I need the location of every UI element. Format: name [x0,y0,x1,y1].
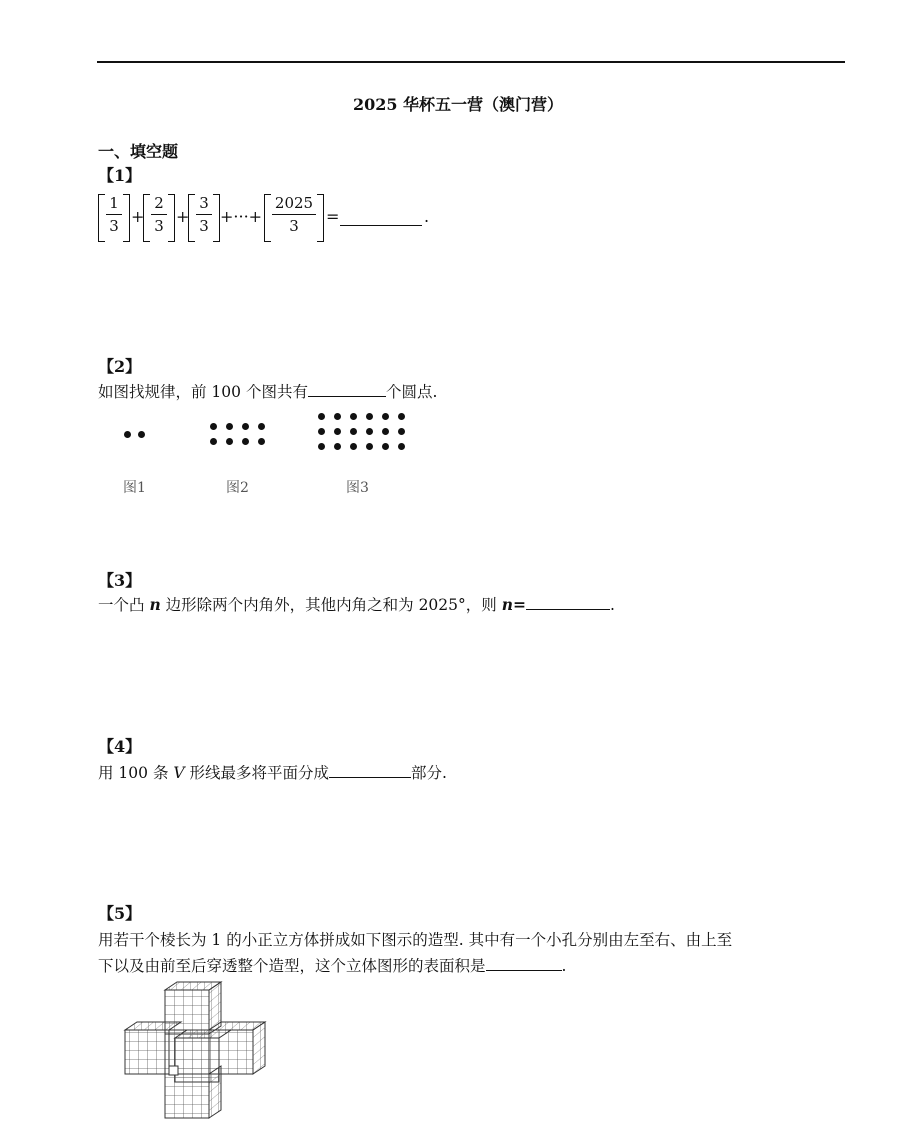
right-bracket [317,194,324,242]
dot [210,423,217,430]
equals-sign: = [326,207,340,226]
question-5-line-1: 用若干个棱长为 1 的小正立方体拼成如下图示的造型. 其中有一个小孔分别由左至右、由上至 [98,931,733,949]
dot [366,443,373,450]
question-2-text: 如图找规律，前 100 个图共有 个圆点. [98,380,437,402]
dot [318,413,325,420]
dot [334,413,341,420]
denominator: 3 [199,217,209,235]
denominator: 3 [154,217,164,235]
dot [318,428,325,435]
numerator: 3 [199,194,209,212]
fraction [272,194,316,235]
fraction [151,194,167,235]
section-heading: 一、填空题 [98,142,179,161]
figure-1-dots [124,431,154,443]
answer-blank[interactable] [486,954,562,971]
fraction [196,194,212,235]
figure-2-caption: 图2 [226,480,249,496]
question-5-line-2: 下以及由前至后穿透整个造型，这个立体图形的表面积是 . [98,954,566,976]
figure-3-caption: 图3 [346,480,369,496]
fraction [106,194,122,235]
denominator: 3 [109,217,119,235]
answer-blank[interactable] [308,380,386,397]
figure-2-dots [210,423,270,447]
header-rule [97,61,845,63]
dot [334,428,341,435]
left-bracket [143,194,150,242]
numerator: 2 [154,194,164,212]
dot [398,428,405,435]
numerator: 1 [109,194,119,212]
dot [398,443,405,450]
dot [382,443,389,450]
answer-blank[interactable] [329,761,411,778]
question-3-text: 一个凸 n 边形除两个内角外，其他内角之和为 2025°，则 n= . [98,595,615,614]
answer-blank[interactable] [526,593,610,610]
question-1-label: 【1】 [98,166,142,185]
dot [350,443,357,450]
plus-sign: + [131,207,145,226]
dot [242,423,249,430]
page-title: 2025 华杯五一营（澳门营） [352,95,564,114]
dot [334,443,341,450]
plus-sign: + [176,207,190,226]
ellipsis: +···+ [220,207,263,226]
answer-blank[interactable] [340,209,422,226]
dot [398,413,405,420]
dot [258,423,265,430]
dot [226,438,233,445]
question-5-label: 【5】 [98,904,142,923]
dot [242,438,249,445]
cube-figure [120,978,270,1128]
dot [138,431,145,438]
numerator: 2025 [274,194,314,212]
dot [366,428,373,435]
dot [350,428,357,435]
left-bracket [264,194,271,242]
figure-1-caption: 图1 [123,480,146,496]
dot [318,443,325,450]
dot [210,438,217,445]
left-bracket [188,194,195,242]
dot [350,413,357,420]
question-3-label: 【3】 [98,571,142,590]
dot [382,428,389,435]
left-bracket [98,194,105,242]
denominator: 3 [289,217,299,235]
dot [226,423,233,430]
question-2-label: 【2】 [98,357,142,376]
right-bracket [168,194,175,242]
dot [124,431,131,438]
question-4-label: 【4】 [98,737,142,756]
dot [366,413,373,420]
right-bracket [213,194,220,242]
figure-3-dots [318,413,408,453]
right-bracket [123,194,130,242]
dot [382,413,389,420]
period: . [424,207,430,226]
question-4-text: 用 100 条 V 形线最多将平面分成 部分. [98,761,447,783]
dot [258,438,265,445]
